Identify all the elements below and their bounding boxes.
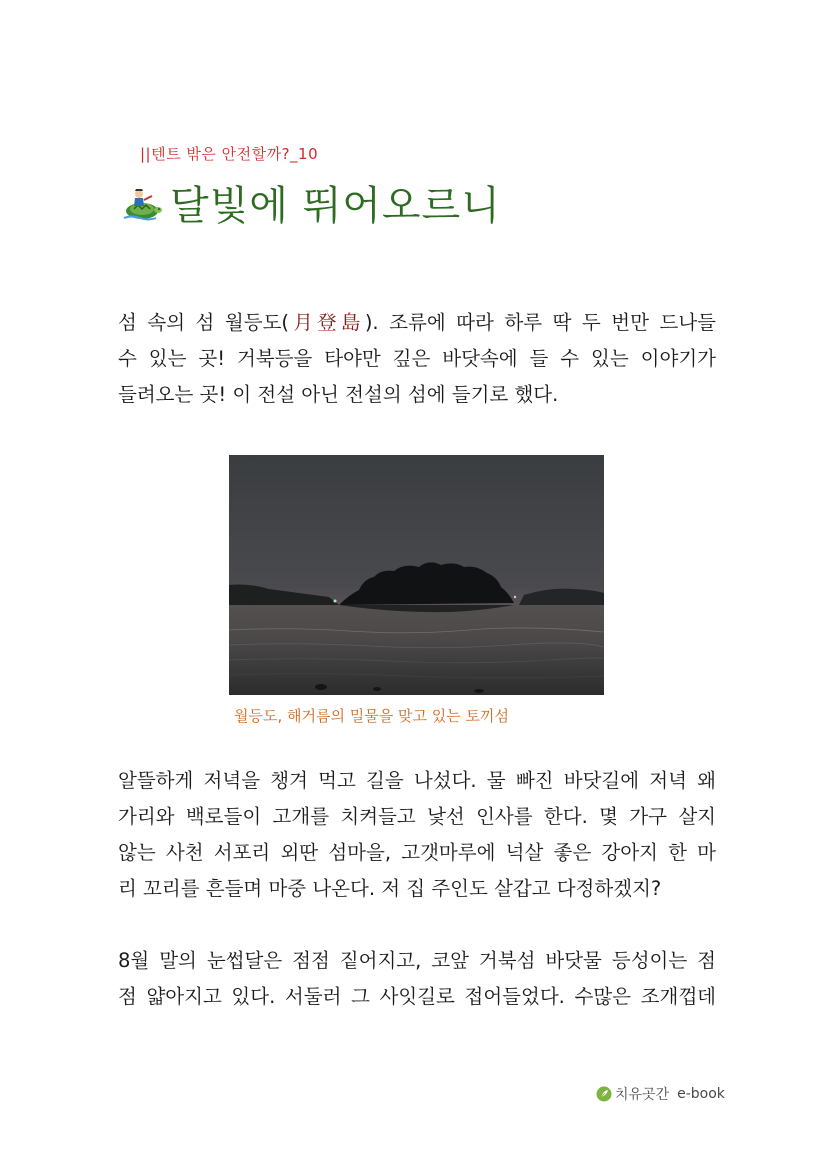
paragraph-1-line-1-after: ). 조류에 따라 하루 딱 두 번만 드나들 xyxy=(364,311,716,334)
paragraph-3-line-2: 점 얇아지고 있다. 서둘러 그 사잇길로 접어들었다. 수많은 조개껍데 xyxy=(118,985,716,1008)
paragraph-1 xyxy=(118,305,716,413)
paragraph-2-line-2: 가리와 백로들이 고개를 치켜들고 낯선 인사를 한다. 몇 가구 살지 xyxy=(118,805,716,828)
footer-label: e-book xyxy=(677,1086,725,1102)
paragraph-1-line-2: 수 있는 곳! 거북등을 타야만 깊은 바닷속에 들 수 있는 이야기가 xyxy=(118,347,716,370)
paragraph-1-line-1-before: 섬 속의 섬 월등도( xyxy=(118,311,290,334)
leaf-logo-icon xyxy=(596,1086,612,1102)
footer xyxy=(596,1084,725,1104)
paragraph-1-line-1 xyxy=(118,305,716,341)
paragraph-3 xyxy=(118,943,716,1015)
paragraph-2-line-4: 리 꼬리를 흔들며 마중 나온다. 저 집 주인도 살갑고 다정하겠지? xyxy=(118,877,662,900)
hanja-term: 月登島 xyxy=(289,311,365,334)
paragraph-2-line-1: 알뜰하게 저녁을 챙겨 먹고 길을 나섰다. 물 빠진 바닷길에 저녁 왜 xyxy=(118,769,716,792)
series-label: ||텐트 밖은 안전할까?_10 xyxy=(140,145,319,163)
paragraph-2-line-3: 않는 사천 서포리 외딴 섬마을, 고갯마루에 넉살 좋은 강아지 한 마 xyxy=(118,841,716,864)
title-row xyxy=(120,172,501,232)
photo-caption: 월등도, 해거름의 밀물을 맞고 있는 토끼섬 xyxy=(234,707,509,725)
footer-brand: 치유곳간 xyxy=(615,1087,670,1103)
island-photo xyxy=(229,455,604,695)
paragraph-3-line-1: 8월 말의 눈썹달은 점점 짙어지고, 코앞 거북섬 바닷물 등성이는 점 xyxy=(118,949,716,972)
island-photo-image xyxy=(229,455,604,695)
page-title: 달빛에 뛰어오르니 xyxy=(170,182,501,229)
turtle-rider-icon xyxy=(120,182,164,222)
paragraph-2 xyxy=(118,763,716,907)
paragraph-1-line-3: 들려오는 곳! 이 전설 아닌 전설의 섬에 들기로 했다. xyxy=(118,383,559,406)
